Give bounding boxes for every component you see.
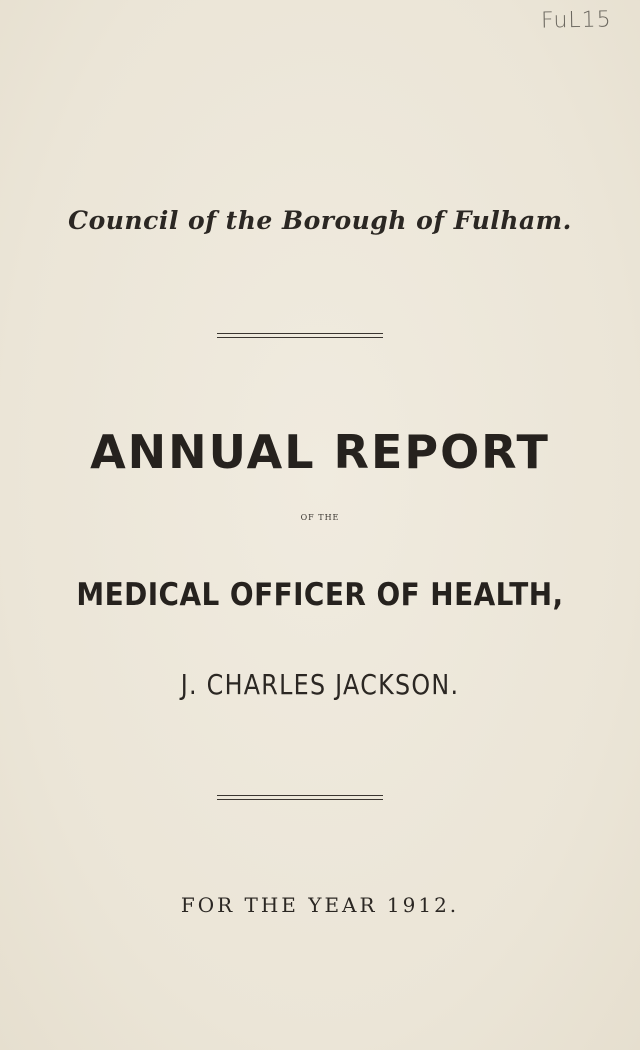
officer-title: MEDICAL OFFICER OF HEALTH, — [76, 577, 564, 613]
title-connector: OF THE — [300, 513, 340, 522]
handwritten-catalogue-mark: FuL15 — [541, 7, 613, 34]
double-rule-divider-top — [217, 333, 383, 338]
report-year: FOR THE YEAR 1912. — [180, 893, 460, 917]
double-rule-divider-bottom — [217, 795, 383, 800]
council-heading: Council of the Borough of Fulham. — [68, 206, 572, 235]
report-title: ANNUAL REPORT — [90, 425, 550, 479]
officer-name: J. CHARLES JACKSON. — [180, 668, 460, 701]
